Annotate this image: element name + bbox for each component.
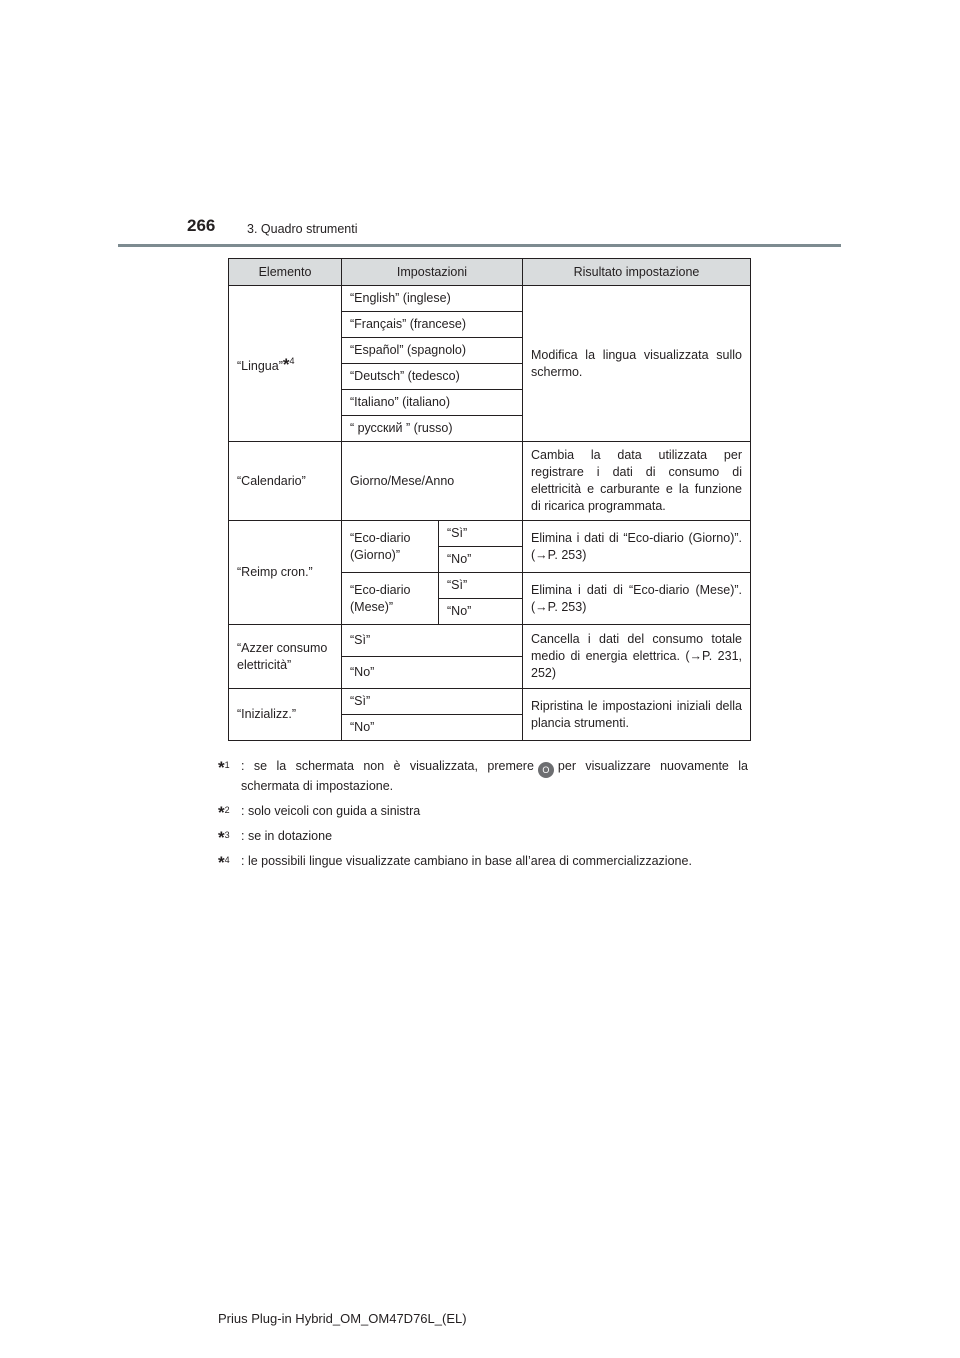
footnote-text: : solo veicoli con guida a sinistra (241, 804, 421, 818)
footnote-marker (218, 757, 230, 778)
document-footer: Prius Plug-in Hybrid_OM_OM47D76L_(EL) (218, 1311, 467, 1326)
table-row (229, 442, 751, 521)
footnote-3 (218, 828, 748, 845)
footnote-1 (218, 758, 748, 795)
footnote-number: 4 (224, 855, 230, 865)
reimp-element-cell: “Reimp cron.” (229, 521, 342, 625)
footnote-number: 3 (224, 830, 230, 840)
footnote-4 (218, 853, 748, 870)
inizializz-no: “No” (342, 715, 523, 741)
lingua-option: “ русский ” (russo) (342, 416, 523, 442)
odo-button-icon: O (538, 762, 554, 778)
table-row (229, 521, 751, 547)
azzer-yes: “Sì” (342, 625, 523, 657)
footnote-star-icon: * (282, 354, 290, 374)
eco-diario-giorno-result: Elimina i dati di “Eco-diario (Giorno)”. (→P. 253) (523, 521, 751, 573)
footnote-2 (218, 803, 748, 820)
footnote-star-icon: * (218, 828, 225, 847)
footnotes (218, 758, 748, 878)
table-row (229, 625, 751, 657)
page-number: 266 (187, 216, 216, 235)
lingua-result: Modifica la lingua visualizzata sullo schermo. (523, 286, 751, 442)
footnote-marker (218, 852, 230, 873)
section-title: 3. Quadro strumenti (247, 222, 358, 236)
footnote-star-icon: * (218, 758, 225, 777)
table-row (229, 689, 751, 715)
eco-diario-mese-no: “No” (439, 599, 523, 625)
inizializz-result: Ripristina le impostazioni iniziali della plancia strumenti. (523, 689, 751, 741)
calendario-result: Cambia la data utilizzata per registrare i dati di consumo di elettricità e carburante e la funzione di ricarica programmata. (523, 442, 751, 521)
footnote-text: per visualizzare nuovamente la schermata di impostazione. (241, 759, 748, 793)
calendario-setting: Giorno/Mese/Anno (342, 442, 523, 521)
footnote-number: 1 (224, 760, 230, 770)
column-header-risultato: Risultato impostazione (523, 259, 751, 286)
eco-diario-giorno-no: “No” (439, 547, 523, 573)
azzer-element-cell: “Azzer consumo elettricità” (229, 625, 342, 689)
lingua-element-cell (229, 286, 342, 442)
column-header-impostazioni: Impostazioni (342, 259, 523, 286)
eco-diario-mese-label: “Eco-diario (Mese)” (342, 573, 439, 625)
footnote-text: : se la schermata non è visualizzata, premere (241, 759, 534, 773)
table-header-row (229, 259, 751, 286)
eco-diario-giorno-label: “Eco-diario (Giorno)” (342, 521, 439, 573)
lingua-option: “English” (inglese) (342, 286, 523, 312)
footnote-text: : le possibili lingue visualizzate cambiano in base all’area di commercializzazione. (241, 854, 692, 868)
footnote-number: 2 (224, 805, 230, 815)
calendario-element-cell: “Calendario” (229, 442, 342, 521)
lingua-option: “Español” (spagnolo) (342, 338, 523, 364)
lingua-option: “Italiano” (italiano) (342, 390, 523, 416)
settings-table (228, 258, 751, 741)
footnote-text: : se in dotazione (241, 829, 333, 843)
inizializz-element-cell: “Inizializz.” (229, 689, 342, 741)
lingua-option: “Deutsch” (tedesco) (342, 364, 523, 390)
azzer-no: “No” (342, 657, 523, 689)
eco-diario-mese-result: Elimina i dati di “Eco-diario (Mese)”. (→P. 253) (523, 573, 751, 625)
header-rule (118, 244, 841, 247)
lingua-footnote-ref: 4 (289, 355, 295, 366)
lingua-label: “Lingua” (237, 358, 283, 373)
table-row (229, 286, 751, 312)
footnote-star-icon: * (218, 803, 225, 822)
footnote-marker (218, 802, 230, 823)
lingua-option: “Français” (francese) (342, 312, 523, 338)
footnote-marker (218, 827, 230, 848)
column-header-elemento: Elemento (229, 259, 342, 286)
inizializz-yes: “Sì” (342, 689, 523, 715)
azzer-result: Cancella i dati del consumo totale medio di energia elettrica. (→P. 231, 252) (523, 625, 751, 689)
eco-diario-giorno-yes: “Sì” (439, 521, 523, 547)
eco-diario-mese-yes: “Sì” (439, 573, 523, 599)
footnote-star-icon: * (218, 853, 225, 872)
